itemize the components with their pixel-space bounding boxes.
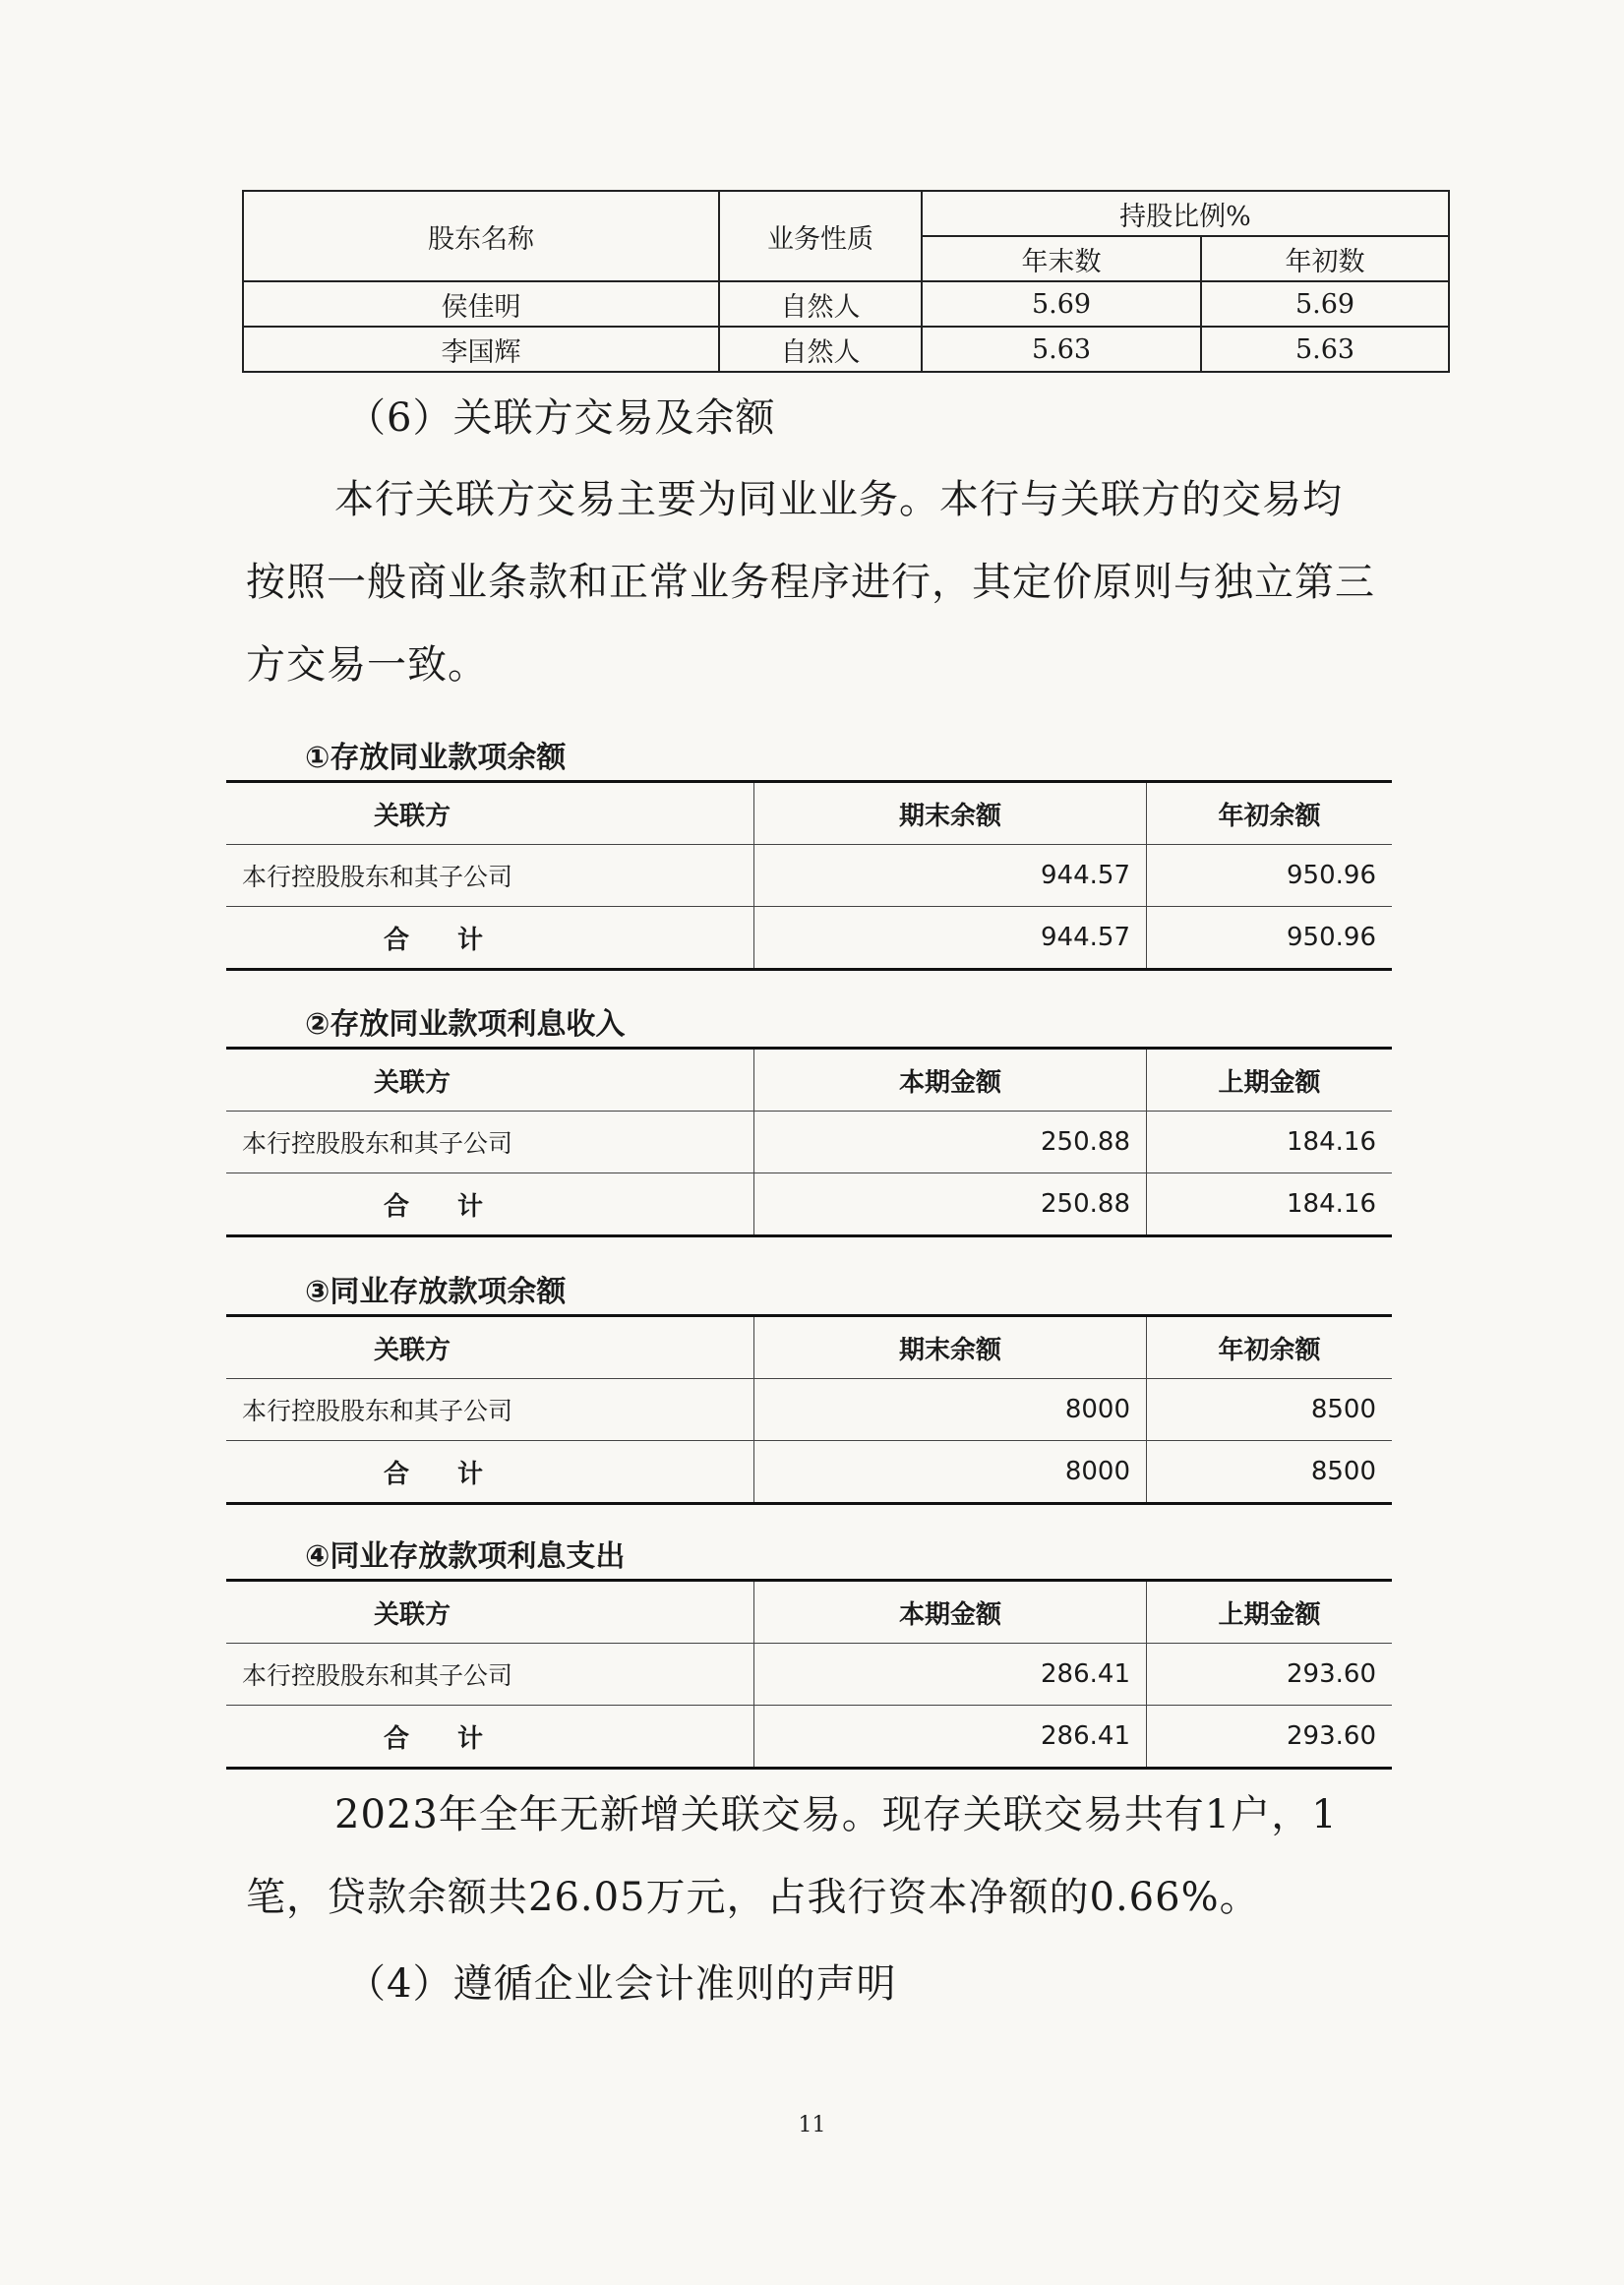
header-related-party: 关联方 — [226, 1316, 754, 1379]
summary-paragraph: 2023年全年无新增关联交易。现存关联交易共有1户，1笔，贷款余额共26.05万元，占我行资本净额的0.66%。 — [246, 1792, 1338, 1920]
total-col2: 944.57 — [754, 907, 1147, 970]
total-row — [226, 1173, 1392, 1236]
value-col2: 250.88 — [754, 1112, 1147, 1173]
shareholder-name: 李国辉 — [243, 327, 719, 372]
table-row — [226, 845, 1392, 907]
header-related-party: 关联方 — [226, 1581, 754, 1644]
heading-related-party-transactions: （6）关联方交易及余额 — [346, 395, 776, 441]
section-title: ②存放同业款项利息收入 — [305, 1007, 626, 1042]
total-label: 合 计 — [384, 925, 504, 955]
value-col2: 286.41 — [754, 1644, 1147, 1706]
section-table — [226, 1314, 1392, 1505]
related-party: 本行控股股东和其子公司 — [226, 1379, 754, 1441]
total-label: 合 计 — [384, 1191, 504, 1222]
total-col3: 8500 — [1310, 1457, 1376, 1486]
total-row — [226, 1706, 1392, 1769]
table-header-row — [226, 1049, 1392, 1112]
section-title: ④同业存放款项利息支出 — [305, 1539, 626, 1574]
table-header-row — [226, 1581, 1392, 1644]
total-row — [226, 1441, 1392, 1504]
total-col3: 950.96 — [1287, 923, 1376, 952]
header-col3: 上期金额 — [1147, 1049, 1393, 1112]
shareholder-name: 侯佳明 — [243, 281, 719, 327]
shareholder-table — [242, 190, 1450, 373]
table-row — [226, 1112, 1392, 1173]
header-year-end: 年末数 — [922, 236, 1201, 281]
table-row — [226, 1379, 1392, 1441]
total-row — [226, 907, 1392, 970]
intro-paragraph: 本行关联方交易主要为同业业务。本行与关联方的交易均按照一般商业条款和正常业务程序进行，其定价原则与独立第三方交易一致。 — [246, 477, 1375, 688]
header-related-party: 关联方 — [226, 782, 754, 845]
table-row — [243, 327, 1449, 372]
header-col2: 期末余额 — [754, 782, 1147, 845]
ratio-end: 5.69 — [922, 281, 1201, 327]
related-party: 本行控股股东和其子公司 — [226, 1644, 754, 1706]
total-label: 合 计 — [384, 1459, 504, 1489]
header-col3: 年初余额 — [1147, 782, 1393, 845]
total-col3: 293.60 — [1287, 1721, 1376, 1751]
section-title: ③同业存放款项余额 — [305, 1275, 567, 1309]
total-col2: 286.41 — [754, 1706, 1147, 1769]
section-title: ①存放同业款项余额 — [305, 741, 567, 775]
ratio-begin: 5.63 — [1201, 327, 1449, 372]
section-table — [226, 1047, 1392, 1237]
related-party: 本行控股股东和其子公司 — [226, 1112, 754, 1173]
heading-accounting-standards: （4）遵循企业会计准则的声明 — [346, 1961, 897, 2007]
total-label: 合 计 — [384, 1723, 504, 1754]
ratio-begin: 5.69 — [1201, 281, 1449, 327]
header-col2: 本期金额 — [754, 1049, 1147, 1112]
value-col3: 293.60 — [1147, 1644, 1393, 1706]
table-header-row — [226, 1316, 1392, 1379]
business-nature: 自然人 — [719, 327, 922, 372]
page-number: 11 — [798, 2113, 826, 2137]
header-business-nature: 业务性质 — [719, 191, 922, 281]
value-col2: 8000 — [754, 1379, 1147, 1441]
header-col3: 上期金额 — [1147, 1581, 1393, 1644]
header-holding-ratio: 持股比例% — [922, 191, 1449, 236]
header-related-party: 关联方 — [226, 1049, 754, 1112]
table-row — [226, 1644, 1392, 1706]
total-col2: 250.88 — [754, 1173, 1147, 1236]
value-col3: 950.96 — [1147, 845, 1393, 907]
ratio-end: 5.63 — [922, 327, 1201, 372]
total-col3: 184.16 — [1287, 1189, 1376, 1219]
total-col2: 8000 — [754, 1441, 1147, 1504]
header-col3: 年初余额 — [1147, 1316, 1393, 1379]
header-shareholder-name: 股东名称 — [243, 191, 719, 281]
table-header-row — [226, 782, 1392, 845]
header-col2: 期末余额 — [754, 1316, 1147, 1379]
section-table — [226, 780, 1392, 971]
value-col2: 944.57 — [754, 845, 1147, 907]
value-col3: 184.16 — [1147, 1112, 1393, 1173]
value-col3: 8500 — [1147, 1379, 1393, 1441]
table-row — [243, 281, 1449, 327]
header-col2: 本期金额 — [754, 1581, 1147, 1644]
section-table — [226, 1579, 1392, 1770]
header-year-begin: 年初数 — [1201, 236, 1449, 281]
business-nature: 自然人 — [719, 281, 922, 327]
related-party: 本行控股股东和其子公司 — [226, 845, 754, 907]
